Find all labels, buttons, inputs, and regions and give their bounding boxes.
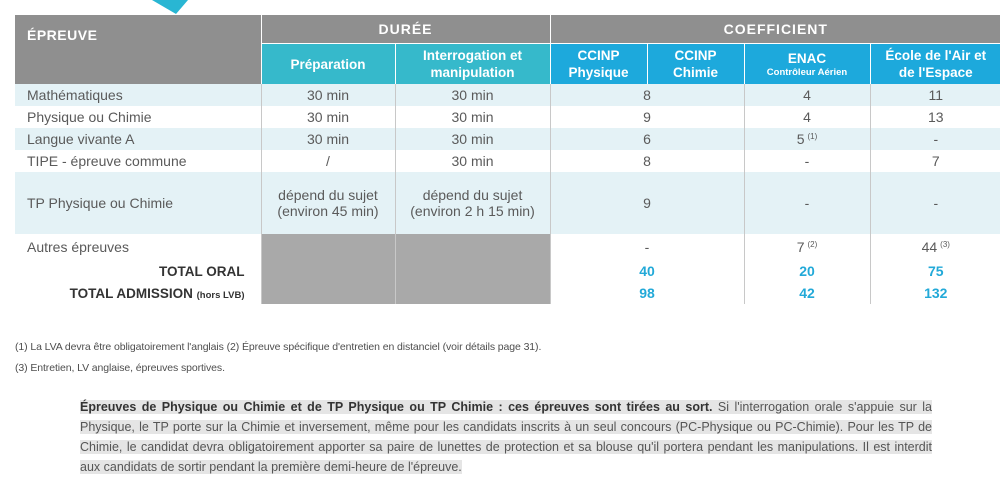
interro-cell: 30 min: [395, 106, 550, 128]
enac-cell: 4: [744, 106, 870, 128]
header-enac-line2: Contrôleur Aérien: [766, 67, 848, 78]
table-row: [15, 106, 1000, 128]
total-oral-enac: 20: [744, 260, 870, 282]
enac-cell: 4: [744, 84, 870, 106]
total-admission-ecole: 132: [870, 282, 1000, 304]
enac-cell: -: [744, 172, 870, 234]
header-duree: DURÉE: [261, 15, 550, 44]
total-admission-row: [15, 282, 1000, 304]
ecole-value: 44: [921, 239, 938, 255]
header-ecole-air: [870, 44, 1000, 85]
header-ecole-line1: École de l'Air et: [885, 48, 987, 63]
ecole-cell: 7: [870, 150, 1000, 172]
header-ccinp-chimie: [647, 44, 744, 85]
note-paragraph: [80, 397, 932, 477]
enac-value: 5: [796, 131, 805, 147]
header-ccinp-physique: [550, 44, 647, 85]
ecole-cell: -: [870, 172, 1000, 234]
footnote-line-1: (1) La LVA devra être obligatoirement l'anglais (2) Épreuve spécifique d'entretien en distanciel (voir détails page 31).: [15, 341, 542, 353]
interro-line2: (environ 2 h 15 min): [410, 203, 535, 219]
grey-cell: [395, 282, 550, 304]
header-epreuve: ÉPREUVE: [15, 15, 261, 84]
prep-cell: 30 min: [261, 84, 395, 106]
interro-cell: 30 min: [395, 128, 550, 150]
table-row: [15, 150, 1000, 172]
enac-value: 7: [796, 239, 805, 255]
prep-line1: dépend du sujet: [278, 187, 378, 203]
row-label: Autres épreuves: [27, 239, 129, 255]
header-interrogation-line1: Interrogation et: [423, 48, 523, 63]
header-coefficient: COEFFICIENT: [550, 15, 1000, 44]
note-text: Si l'interrogation orale s'appuie sur la Physique, le TP porte sur la Chimie et inversement, même pour les candidats inscrits à un seul concours (PC-Physique ou PC-Chimie). Pour les TP de Chimie, le candidat devra obligatoirement apporter sa paire de lunettes de protection et sa blouse qu'il portera pendant les manipulations. Il est interdit aux candidats de sortir pendant la première demi-heure de l'épreuve.: [80, 400, 932, 474]
total-admission-label-cell: [15, 282, 261, 304]
ecole-cell: [870, 234, 1000, 260]
total-oral-ecole: 75: [870, 260, 1000, 282]
grey-cell: [395, 234, 550, 260]
header-ccinp-chimie-line2: Chimie: [673, 65, 719, 80]
row-label: Mathématiques: [27, 87, 123, 103]
ecole-cell: 11: [870, 84, 1000, 106]
ccinp-cell: 6: [550, 128, 744, 150]
ccinp-cell: 8: [550, 84, 744, 106]
ccinp-cell: 9: [550, 106, 744, 128]
grey-cell: [261, 282, 395, 304]
header-enac-line1: ENAC: [787, 51, 827, 66]
total-admission-sub: (hors LVB): [196, 289, 245, 301]
ecole-cell: -: [870, 128, 1000, 150]
header-ccinp-chimie-line1: CCINP: [674, 48, 717, 63]
interro-cell: 30 min: [395, 150, 550, 172]
header-ecole-line2: de l'Espace: [898, 65, 973, 80]
row-label: TIPE - épreuve commune: [27, 153, 187, 169]
header-interrogation-line2: manipulation: [430, 65, 515, 80]
row-label: Langue vivante A: [27, 131, 135, 147]
footnote-ref: (2): [807, 240, 818, 249]
table-row: [15, 234, 1000, 260]
grey-cell: [261, 234, 395, 260]
exam-table: [15, 15, 1000, 304]
header-preparation-label: Préparation: [290, 56, 366, 72]
total-oral-ccinp: 40: [550, 260, 744, 282]
prep-line2: (environ 45 min): [277, 203, 379, 219]
total-admission-enac: 42: [744, 282, 870, 304]
ccinp-cell: -: [550, 234, 744, 260]
footnote-line-2: (3) Entretien, LV anglaise, épreuves sportives.: [15, 362, 225, 374]
table-row: [15, 128, 1000, 150]
total-oral-row: [15, 260, 1000, 282]
grey-cell: [395, 260, 550, 282]
note-bold: Épreuves de Physique ou Chimie et de TP Physique ou TP Chimie : ces épreuves sont tirées au sort.: [80, 400, 713, 414]
prep-cell: /: [261, 150, 395, 172]
arrow-decoration-icon: [152, 0, 188, 14]
table-row: [15, 84, 1000, 106]
ccinp-cell: 9: [550, 172, 744, 234]
row-label: TP Physique ou Chimie: [27, 195, 174, 211]
interro-line1: dépend du sujet: [422, 187, 523, 203]
ecole-cell: 13: [870, 106, 1000, 128]
interro-cell: 30 min: [395, 84, 550, 106]
header-interrogation: [395, 44, 550, 85]
interro-cell: [395, 172, 550, 234]
enac-cell: [744, 128, 870, 150]
total-admission-ccinp: 98: [550, 282, 744, 304]
prep-cell: 30 min: [261, 128, 395, 150]
header-enac: [744, 44, 870, 85]
table-row: [15, 172, 1000, 234]
prep-cell: 30 min: [261, 106, 395, 128]
row-label: Physique ou Chimie: [27, 109, 152, 125]
header-ccinp-physique-line2: Physique: [568, 65, 629, 80]
header-ccinp-physique-line1: CCINP: [577, 48, 620, 63]
prep-cell: [261, 172, 395, 234]
enac-cell: -: [744, 150, 870, 172]
ccinp-cell: 8: [550, 150, 744, 172]
total-oral-label: TOTAL ORAL: [159, 263, 245, 279]
footnote-ref: (1): [807, 132, 818, 141]
enac-cell: [744, 234, 870, 260]
total-admission-label: TOTAL ADMISSION: [69, 285, 193, 301]
header-preparation: [261, 44, 395, 85]
grey-cell: [261, 260, 395, 282]
footnote-ref: (3): [940, 240, 950, 249]
